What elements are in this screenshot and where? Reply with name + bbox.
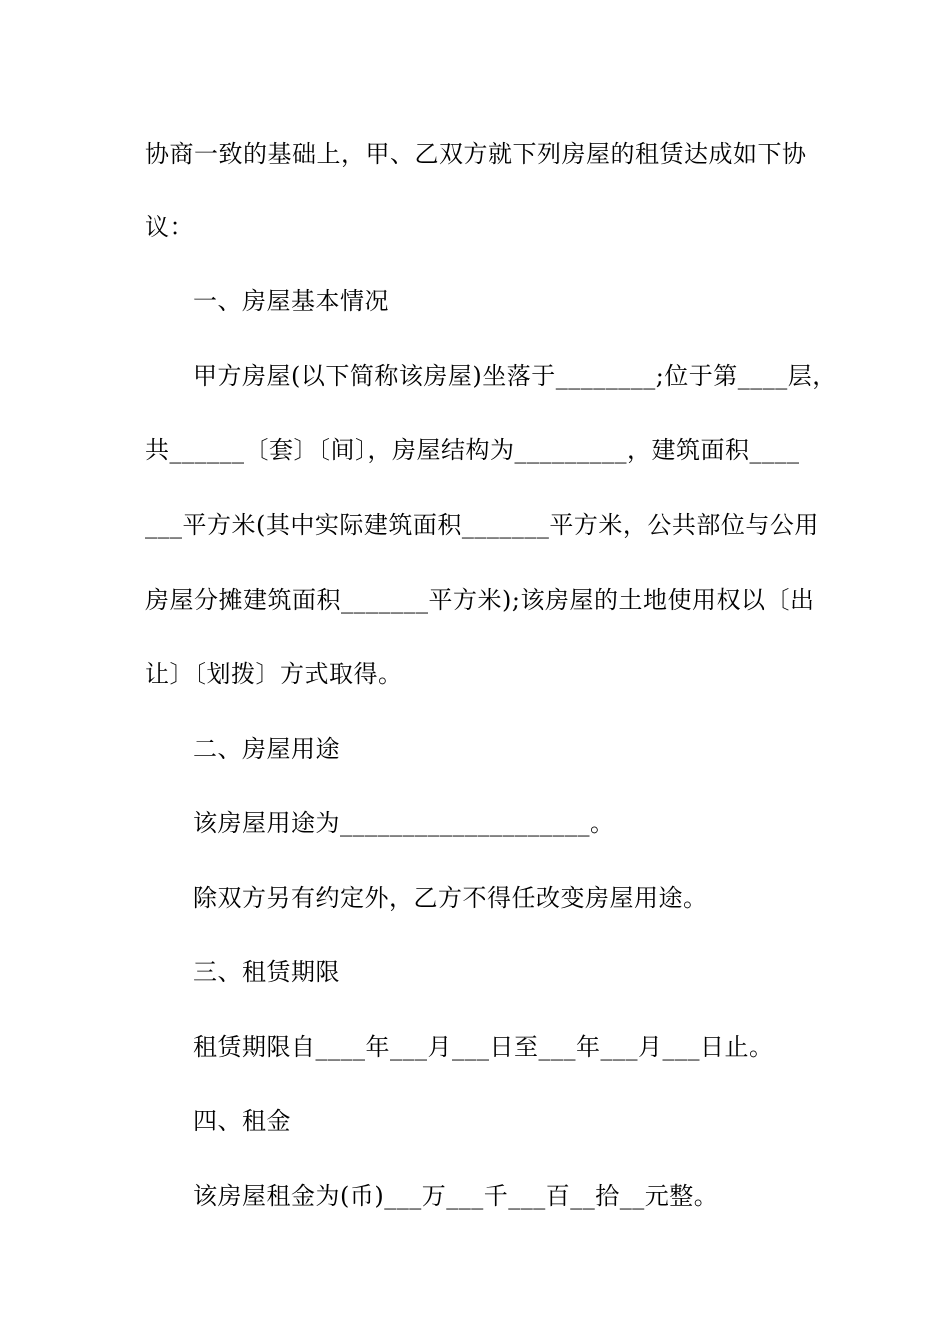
paragraph-line: 房屋分摊建筑面积_______平方米);该房屋的土地使用权以〔出	[145, 586, 815, 614]
paragraph-line: 共______〔套〕〔间〕，房屋结构为_________，建筑面积____	[145, 436, 800, 464]
paragraph-line: 协商一致的基础上，甲、乙双方就下列房屋的租赁达成如下协	[145, 140, 807, 168]
section-heading-rent: 四、租金	[193, 1107, 291, 1135]
paragraph-line: 该房屋租金为(币)___万___千___百__拾__元整。	[193, 1182, 719, 1210]
section-heading-term: 三、租赁期限	[193, 958, 340, 986]
section-heading-usage: 二、房屋用途	[193, 735, 340, 763]
paragraph-line: 租赁期限自____年___月___日至___年___月___日止。	[193, 1033, 774, 1061]
paragraph-line: 该房屋用途为____________________。	[193, 809, 615, 837]
paragraph-line: 让〕〔划拨〕方式取得。	[145, 660, 403, 688]
section-heading-basic-info: 一、房屋基本情况	[193, 287, 389, 315]
paragraph-line: 除双方另有约定外，乙方不得任改变房屋用途。	[193, 884, 708, 912]
paragraph-line: 甲方房屋(以下简称该房屋)坐落于________;位于第____层，	[193, 362, 837, 390]
paragraph-line: ___平方米(其中实际建筑面积_______平方米，公共部位与公用	[145, 511, 819, 539]
paragraph-line: 议：	[145, 213, 194, 241]
